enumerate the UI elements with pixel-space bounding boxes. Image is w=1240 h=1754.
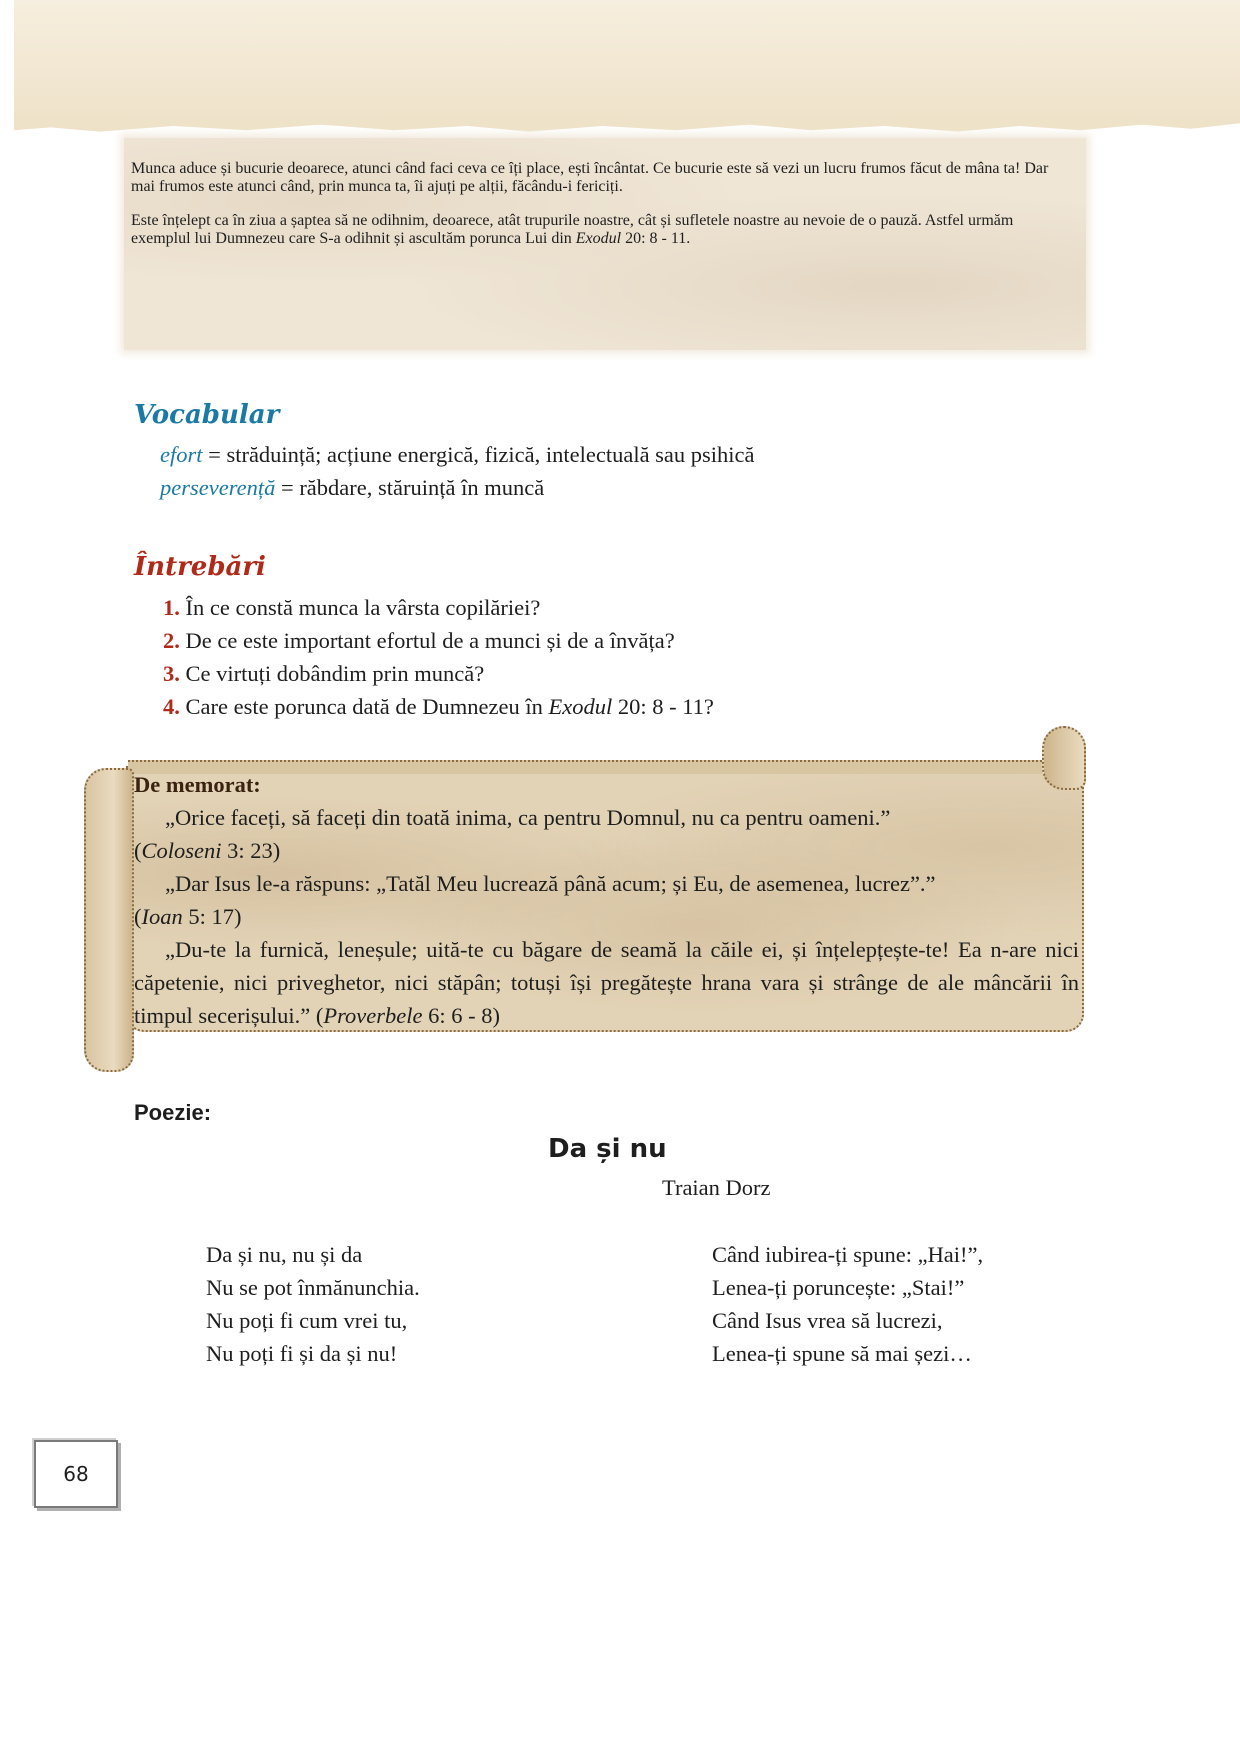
intro-paragraph-2: Este înțelept ca în ziua a șaptea să ne odihnim, deoarece, atât trupurile noastre, cât și sufletele noastre au nevoie de o pauză. Astfel urmăm exemplul lui Dumnezeu care S-a odihnit și ascultăm porunca Lui din Exodul 20: 8 - 11. [131,212,1014,247]
poem-line: Lenea-ți poruncește: „Stai!” [712,1275,965,1300]
poem-line: Când Isus vrea să lucrezi, [712,1308,943,1333]
verse-ioan-ref: (Ioan 5: 17) [134,904,242,929]
poem-line: Nu poți fi și da și nu! [206,1341,398,1366]
poem-stanza-right [712,1238,983,1370]
top-decorative-band [14,0,1240,140]
memorize-text [134,768,1079,1032]
verse-coloseni-ref: (Coloseni 3: 23) [134,838,281,863]
memorize-title: De memorat: [134,772,261,797]
vocab-item: efort = străduință; acțiune energică, fizică, intelectuală sau psihică [160,442,755,467]
page-number: 68 [34,1440,118,1508]
poem-line: Da și nu, nu și da [206,1242,363,1267]
intro-paragraph-1: Munca aduce și bucurie deoarece, atunci când faci ceva ce îți place, ești încântat. Ce bucurie este să vezi un lucru frumos făcut de mâna ta! Dar mai frumos este atunci când, prin munca ta, îi ajuți pe alții, făcându-i fericiți. [131,160,1049,195]
question-item: 2. De ce este important efortul de a munci și de a învăța? [163,628,675,653]
poem-author: Traian Dorz [662,1175,771,1200]
poezie-label: Poezie: [134,1100,212,1125]
vocabular-heading: Vocabular [134,400,280,430]
scroll-roll-icon [84,768,134,1072]
vocab-item: perseverență = răbdare, stăruință în muncă [160,475,545,500]
question-item: 4. Care este porunca dată de Dumnezeu în Exodul 20: 8 - 11? [163,694,714,719]
poem-stanza-left [206,1238,420,1370]
question-item: 3. Ce virtuți dobândim prin muncă? [163,661,485,686]
verse-ioan: „Dar Isus le-a răspuns: „Tatăl Meu lucrează până acum; și Eu, de asemenea, lucrez”.” [165,871,936,896]
intro-text [131,144,1073,264]
verse-coloseni: „Orice faceți, să faceți din toată inima, ca pentru Domnul, nu ca pentru oameni.” [165,805,891,830]
poem-line: Lenea-ți spune să mai șezi… [712,1341,972,1366]
poem-line: Când iubirea-ți spune: „Hai!”, [712,1242,984,1267]
poem-line: Nu poți fi cum vrei tu, [206,1308,408,1333]
poem-title: Da și nu [548,1134,667,1164]
verse-proverbele: „Du-te la furnică, leneșule; uită-te cu băgare de seamă la căile ei, și înțelepțește-te! Ea n-are nici căpetenie, nici priveghetor, nici stăpân; totuși își pregătește hrana vara și strânge de ale mâncării în timpul secerișului.” (Proverbele 6: 6 - 8) [134,937,1079,1028]
poem-line: Nu se pot înmănunchia. [206,1275,420,1300]
question-item: 1. În ce constă munca la vârsta copilăriei? [163,595,541,620]
intrebari-heading: Întrebări [134,552,266,582]
